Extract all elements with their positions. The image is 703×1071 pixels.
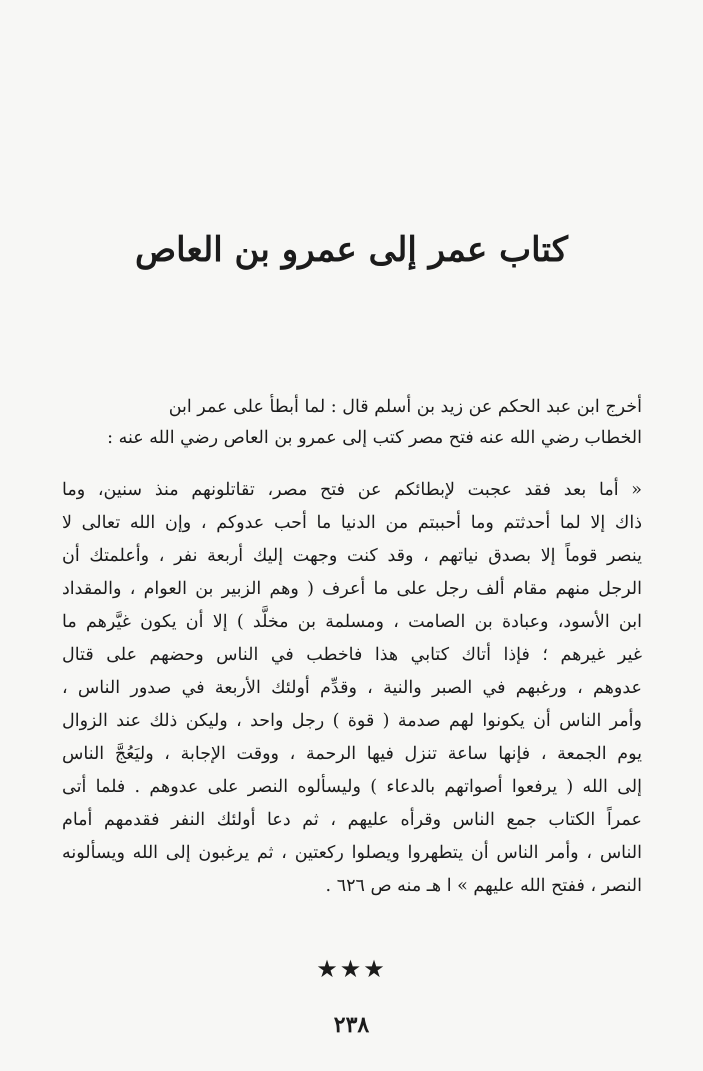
chapter-title: كتاب عمر إلى عمرو بن العاص: [135, 230, 568, 270]
page-number: ٢٣٨: [333, 1012, 370, 1038]
intro-line: أخرج ابن عبد الحكم عن زيد بن أسلم قال : لما أبطأ على عمر ابن: [168, 397, 642, 417]
letter-line: « أما بعد فقد عجبت لإبطائكم عن فتح مصر، تقاتلونهم منذ سنين، وما: [62, 480, 642, 500]
letter-line: الرجل منهم مقام ألف رجل على ما أعرف ( وهم الزبير بن العوام ، والمقداد: [62, 579, 642, 599]
letter-line: ابن الأسود، وعبادة بن الصامت ، ومسلمة بن مخلَّد ) إلا أن يكون غيَّرهم ما: [62, 612, 642, 632]
letter-line: إلى الله ( يرفعوا أصواتهم بالدعاء ) وليسألوه النصر على عدوهم . فلما أتى: [62, 777, 642, 797]
letter-line: يوم الجمعة ، فإنها ساعة تنزل فيها الرحمة ، ووقت الإجابة ، وليَعُجَّ الناس: [62, 744, 642, 764]
letter-line: النصر ، ففتح الله عليهم » ا هـ منه ص ٦٢٦ .: [325, 876, 642, 896]
intro-line: الخطاب رضي الله عنه فتح مصر كتب إلى عمرو بن العاص رضي الله عنه :: [107, 428, 642, 448]
letter-line: عدوهم ، ورغبهم في الصبر والنية ، وقدِّم أولئك الأربعة في صدور الناس ،: [62, 678, 642, 698]
section-separator-stars: ★★★: [316, 955, 387, 983]
letter-line: عمراً الكتاب جمع الناس وقرأه عليهم ، ثم دعا أولئك النفر فقدمهم أمام: [62, 810, 642, 830]
letter-line: الناس ، وأمر الناس أن يتطهروا ويصلوا ركعتين ، ثم يرغبون إلى الله ويسألونه: [62, 843, 642, 863]
letter-line: وأمر الناس أن يكونوا لهم صدمة ( قوة ) رجل واحد ، وليكن ذلك عند الزوال: [62, 711, 642, 731]
letter-line: ذاك إلا لما أحدثتم وما أحببتم من الدنيا ما أحب عدوكم ، وإن الله تعالى لا: [62, 513, 642, 533]
letter-line: ينصر قوماً إلا بصدق نياتهم ، وقد كنت وجهت إليك أربعة نفر ، وأعلمتك أن: [62, 546, 642, 566]
letter-line: غير غيرهم ؛ فإذا أتاك كتابي هذا فاخطب في الناس وحضهم على قتال: [62, 645, 642, 665]
